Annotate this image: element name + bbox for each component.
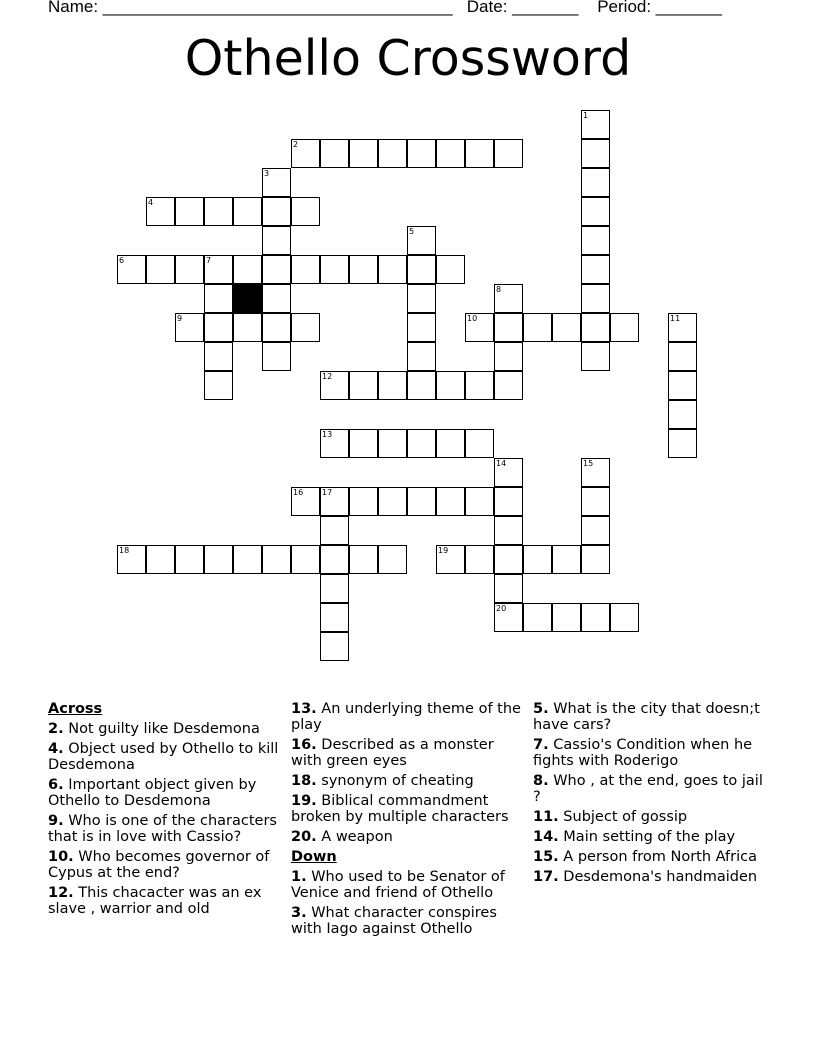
clue-text: Not guilty like Desdemona <box>63 721 260 737</box>
grid-cell[interactable] <box>320 487 349 516</box>
grid-cell[interactable] <box>581 168 610 197</box>
clue-item <box>533 849 768 865</box>
grid-cell[interactable] <box>204 313 233 342</box>
grid-cell[interactable] <box>262 313 291 342</box>
clue-number-label: 2 <box>293 140 299 149</box>
grid-cell[interactable] <box>523 313 552 342</box>
grid-cell[interactable] <box>175 197 204 226</box>
clue-item <box>291 829 523 845</box>
grid-cell[interactable] <box>349 545 378 574</box>
clue-number: 1. <box>291 869 307 885</box>
clue-text: Biblical commandment broken by multiple characters <box>291 793 509 825</box>
clue-number-label: 7 <box>206 256 212 265</box>
grid-cell[interactable] <box>320 632 349 661</box>
clue-number: 13. <box>291 701 317 717</box>
clue-number: 4. <box>48 741 64 757</box>
grid-cell[interactable] <box>552 545 581 574</box>
grid-cell[interactable] <box>378 139 407 168</box>
grid-cell[interactable] <box>581 139 610 168</box>
grid-cell[interactable] <box>552 603 581 632</box>
clue-number: 14. <box>533 829 559 845</box>
grid-cell[interactable] <box>494 371 523 400</box>
clue-number-label: 1 <box>583 111 589 120</box>
grid-cell[interactable] <box>291 545 320 574</box>
grid-cell[interactable] <box>146 197 175 226</box>
grid-cell[interactable] <box>233 197 262 226</box>
clue-item <box>533 869 768 885</box>
clue-number-label: 3 <box>264 169 270 178</box>
clue-number: 18. <box>291 773 317 789</box>
grid-cell[interactable] <box>581 197 610 226</box>
grid-cell[interactable] <box>320 545 349 574</box>
clue-text: Who becomes governor of Cypus at the end? <box>48 849 270 881</box>
grid-cell[interactable] <box>349 371 378 400</box>
grid-cell[interactable] <box>494 574 523 603</box>
clue-text: Object used by Othello to kill Desdemona <box>48 741 279 773</box>
grid-cell[interactable] <box>581 313 610 342</box>
grid-cell[interactable] <box>668 313 697 342</box>
grid-cell[interactable] <box>436 429 465 458</box>
clue-number: 15. <box>533 849 559 865</box>
grid-cell[interactable] <box>320 371 349 400</box>
clue-item <box>291 737 523 769</box>
grid-cell[interactable] <box>117 255 146 284</box>
grid-cell[interactable] <box>581 255 610 284</box>
grid-cell[interactable] <box>465 545 494 574</box>
grid-cell[interactable] <box>407 371 436 400</box>
grid-cell[interactable] <box>320 139 349 168</box>
clue-text: What is the city that doesn;t have cars? <box>533 701 760 733</box>
clue-number: 17. <box>533 869 559 885</box>
grid-cell[interactable] <box>378 545 407 574</box>
grid-cell[interactable] <box>175 545 204 574</box>
clue-number-label: 6 <box>119 256 125 265</box>
grid-cell[interactable] <box>465 139 494 168</box>
grid-cell[interactable] <box>436 371 465 400</box>
clue-number-label: 5 <box>409 227 415 236</box>
clue-item <box>291 793 523 825</box>
grid-cell[interactable] <box>494 139 523 168</box>
grid-cell[interactable] <box>581 487 610 516</box>
grid-cell[interactable] <box>523 603 552 632</box>
grid-cell[interactable] <box>407 284 436 313</box>
grid-cell[interactable] <box>581 516 610 545</box>
grid-cell[interactable] <box>465 371 494 400</box>
clue-number-label: 17 <box>322 488 333 497</box>
grid-cell[interactable] <box>407 429 436 458</box>
clue-number-label: 13 <box>322 430 333 439</box>
grid-cell[interactable] <box>668 371 697 400</box>
grid-cell[interactable] <box>204 197 233 226</box>
clue-item <box>48 849 280 881</box>
grid-cell[interactable] <box>407 255 436 284</box>
clue-number: 3. <box>291 905 307 921</box>
clue-number: 20. <box>291 829 317 845</box>
grid-cell[interactable] <box>494 284 523 313</box>
black-cell <box>233 284 262 313</box>
grid-cell[interactable] <box>494 516 523 545</box>
clues-column-2 <box>291 701 523 941</box>
clue-text: Important object given by Othello to Desdemona <box>48 777 257 809</box>
grid-cell[interactable] <box>291 313 320 342</box>
page-title: Othello Crossword <box>184 30 632 87</box>
clue-number: 10. <box>48 849 74 865</box>
clue-text: What character conspires with Iago against Othello <box>291 905 497 937</box>
grid-cell[interactable] <box>465 487 494 516</box>
clue-text: Who is one of the characters that is in love with Cassio? <box>48 813 277 845</box>
clue-number-label: 14 <box>496 459 507 468</box>
clue-item <box>291 869 523 901</box>
grid-cell[interactable] <box>320 516 349 545</box>
grid-cell[interactable] <box>436 487 465 516</box>
grid-cell[interactable] <box>494 603 523 632</box>
clue-number: 19. <box>291 793 317 809</box>
clue-item <box>533 773 768 805</box>
clue-text: Main setting of the play <box>558 829 736 845</box>
down-heading: Down <box>291 849 337 865</box>
grid-cell[interactable] <box>262 168 291 197</box>
clue-number-label: 12 <box>322 372 333 381</box>
grid-cell[interactable] <box>262 284 291 313</box>
grid-cell[interactable] <box>117 545 146 574</box>
grid-cell[interactable] <box>262 545 291 574</box>
grid-cell[interactable] <box>407 226 436 255</box>
clue-number-label: 11 <box>670 314 681 323</box>
grid-cell[interactable] <box>262 197 291 226</box>
clue-text: synonym of cheating <box>316 773 474 789</box>
grid-cell[interactable] <box>378 371 407 400</box>
grid-cell[interactable] <box>581 545 610 574</box>
grid-cell[interactable] <box>407 313 436 342</box>
grid-cell[interactable] <box>262 226 291 255</box>
grid-cell[interactable] <box>436 139 465 168</box>
grid-cell[interactable] <box>407 487 436 516</box>
grid-cell[interactable] <box>494 487 523 516</box>
grid-cell[interactable] <box>349 255 378 284</box>
grid-cell[interactable] <box>146 545 175 574</box>
clue-item <box>291 701 523 733</box>
clues-column-1 <box>48 701 280 921</box>
grid-cell[interactable] <box>233 313 262 342</box>
grid-cell[interactable] <box>668 429 697 458</box>
clue-text: Who used to be Senator of Venice and friend of Othello <box>291 869 505 901</box>
header-fields: Name: _____________________________________ Date: _______ Period: _______ <box>48 0 722 16</box>
clue-number-label: 15 <box>583 459 594 468</box>
grid-cell[interactable] <box>320 255 349 284</box>
clue-number: 5. <box>533 701 549 717</box>
grid-cell[interactable] <box>233 545 262 574</box>
grid-cell[interactable] <box>494 545 523 574</box>
grid-cell[interactable] <box>262 342 291 371</box>
clue-item <box>291 773 523 789</box>
clue-number-label: 10 <box>467 314 478 323</box>
clue-number-label: 20 <box>496 604 507 613</box>
grid-cell[interactable] <box>494 458 523 487</box>
clue-text: A weapon <box>316 829 393 845</box>
clue-number: 9. <box>48 813 64 829</box>
grid-cell[interactable] <box>291 197 320 226</box>
grid-cell[interactable] <box>523 545 552 574</box>
clue-number-label: 4 <box>148 198 154 207</box>
clue-item <box>48 777 280 809</box>
clue-item <box>48 813 280 845</box>
across-heading: Across <box>48 701 103 717</box>
grid-cell[interactable] <box>320 429 349 458</box>
grid-cell[interactable] <box>581 603 610 632</box>
clue-item <box>533 737 768 769</box>
grid-cell[interactable] <box>436 255 465 284</box>
grid-cell[interactable] <box>204 255 233 284</box>
grid-cell[interactable] <box>204 342 233 371</box>
grid-cell[interactable] <box>581 342 610 371</box>
grid-cell[interactable] <box>407 139 436 168</box>
clue-text: Desdemona's handmaiden <box>558 869 758 885</box>
clue-text: An underlying theme of the play <box>291 701 521 733</box>
clue-text: Cassio's Condition when he fights with Roderigo <box>533 737 753 769</box>
grid-cell[interactable] <box>581 284 610 313</box>
grid-cell[interactable] <box>610 603 639 632</box>
clue-item <box>48 721 280 737</box>
clue-item <box>533 829 768 845</box>
clue-text: Who , at the end, goes to jail ? <box>533 773 763 805</box>
grid-cell[interactable] <box>349 429 378 458</box>
grid-cell[interactable] <box>378 255 407 284</box>
clue-number-label: 16 <box>293 488 304 497</box>
grid-cell[interactable] <box>407 342 436 371</box>
grid-cell[interactable] <box>291 139 320 168</box>
grid-cell[interactable] <box>175 313 204 342</box>
clue-number: 7. <box>533 737 549 753</box>
clue-text: This chacacter was an ex slave , warrior and old <box>48 885 262 917</box>
clue-item <box>533 809 768 825</box>
clue-number-label: 8 <box>496 285 502 294</box>
clue-item <box>291 905 523 937</box>
grid-cell[interactable] <box>581 226 610 255</box>
clue-number: 12. <box>48 885 74 901</box>
clues-column-3 <box>533 701 768 889</box>
grid-cell[interactable] <box>552 313 581 342</box>
clue-text: Subject of gossip <box>558 809 688 825</box>
grid-cell[interactable] <box>494 313 523 342</box>
grid-cell[interactable] <box>291 487 320 516</box>
grid-cell[interactable] <box>320 574 349 603</box>
grid-cell[interactable] <box>581 110 610 139</box>
grid-cell[interactable] <box>668 342 697 371</box>
grid-cell[interactable] <box>378 487 407 516</box>
grid-cell[interactable] <box>262 255 291 284</box>
grid-cell[interactable] <box>436 545 465 574</box>
clue-text: Described as a monster with green eyes <box>291 737 494 769</box>
clue-number: 16. <box>291 737 317 753</box>
grid-cell[interactable] <box>465 429 494 458</box>
grid-cell[interactable] <box>204 284 233 313</box>
clue-number: 2. <box>48 721 64 737</box>
clue-number: 8. <box>533 773 549 789</box>
grid-cell[interactable] <box>349 139 378 168</box>
grid-cell[interactable] <box>175 255 204 284</box>
grid-cell[interactable] <box>668 400 697 429</box>
clue-item <box>48 741 280 773</box>
grid-cell[interactable] <box>204 545 233 574</box>
grid-cell[interactable] <box>233 255 262 284</box>
grid-cell[interactable] <box>320 603 349 632</box>
clue-number-label: 19 <box>438 546 449 555</box>
grid-cell[interactable] <box>291 255 320 284</box>
grid-cell[interactable] <box>494 342 523 371</box>
clue-number-label: 18 <box>119 546 130 555</box>
clue-number: 6. <box>48 777 64 793</box>
grid-cell[interactable] <box>465 313 494 342</box>
clue-number-label: 9 <box>177 314 183 323</box>
clue-number: 11. <box>533 809 559 825</box>
grid-cell[interactable] <box>146 255 175 284</box>
grid-cell[interactable] <box>581 458 610 487</box>
grid-cell[interactable] <box>349 487 378 516</box>
grid-cell[interactable] <box>610 313 639 342</box>
clue-item <box>48 885 280 917</box>
clue-item <box>533 701 768 733</box>
clue-text: A person from North Africa <box>558 849 758 865</box>
grid-cell[interactable] <box>378 429 407 458</box>
grid-cell[interactable] <box>204 371 233 400</box>
